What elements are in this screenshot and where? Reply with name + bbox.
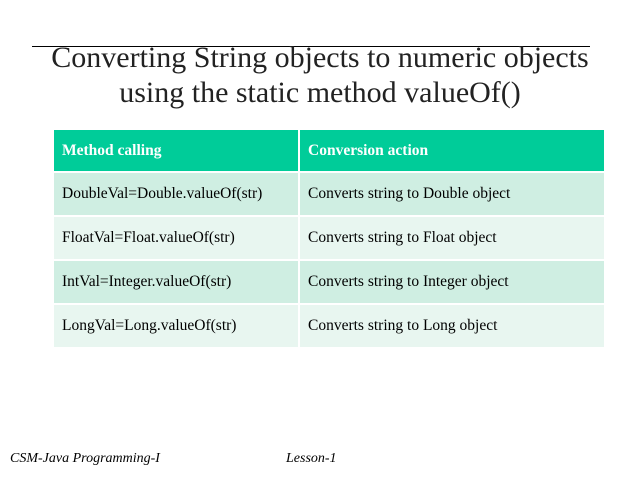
header-method-calling: Method calling [54, 130, 299, 172]
method-cell: FloatVal=Float.valueOf(str) [54, 216, 299, 260]
method-cell: LongVal=Long.valueOf(str) [54, 304, 299, 348]
footer-course: CSM-Java Programming-I [10, 451, 160, 466]
title-line-1: Converting String objects to numeric objects [51, 41, 589, 74]
table-row [54, 172, 605, 216]
footer-lesson: Lesson-1 [286, 451, 337, 466]
action-cell: Converts string to Double object [299, 172, 605, 216]
slide-title [30, 40, 610, 110]
conversion-table [54, 130, 606, 349]
table-row [54, 304, 605, 348]
header-conversion-action: Conversion action [299, 130, 605, 172]
action-cell: Converts string to Integer object [299, 260, 605, 304]
table-row [54, 216, 605, 260]
method-cell: DoubleVal=Double.valueOf(str) [54, 172, 299, 216]
action-cell: Converts string to Long object [299, 304, 605, 348]
method-cell: IntVal=Integer.valueOf(str) [54, 260, 299, 304]
table-row [54, 260, 605, 304]
table-header-row [54, 130, 605, 172]
title-line-2: using the static method valueOf() [119, 76, 521, 109]
action-cell: Converts string to Float object [299, 216, 605, 260]
